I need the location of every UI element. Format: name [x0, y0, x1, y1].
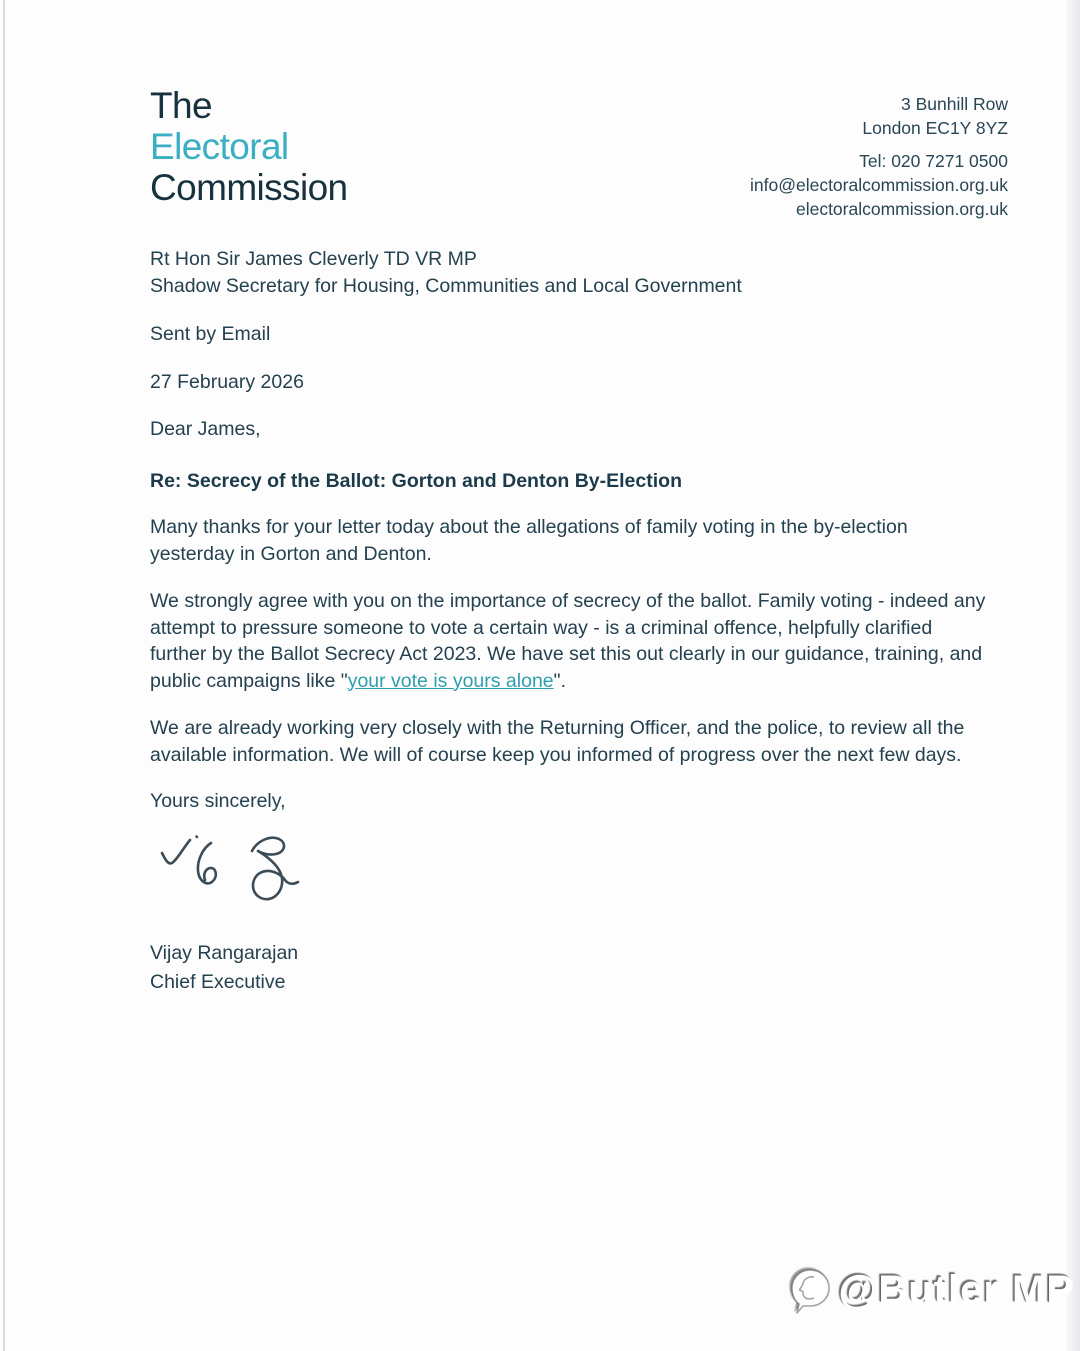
page-edge-left [3, 0, 5, 1351]
letterhead [150, 85, 1008, 221]
valediction: Yours sincerely, [150, 790, 286, 812]
salutation: Dear James, [150, 418, 261, 440]
paragraph-2-text: We strongly agree with you on the importance of secrecy of the ballot. Family voting - indeed any attempt to pressure someone to vote a certain way - is a criminal offence, helpfully clarified further by the Ballot Secrecy Act 2023. We have set this out clearly in our guidance, training, and public campaigns like " [150, 590, 986, 692]
subject-line: Re: Secrecy of the Ballot: Gorton and Denton By-Election [150, 469, 682, 492]
parody-speech-bubble-icon [787, 1266, 833, 1314]
address-line-2: London EC1Y 8YZ [862, 118, 1008, 138]
watermark-handle: @Butler MP [838, 1267, 1074, 1312]
recipient-block [150, 246, 993, 299]
paragraph-3: We are already working very closely with the Returning Officer, and the police, to review all the available information. We will of course keep you informed of progress over the next few days. [150, 717, 965, 766]
delivery-method: Sent by Email [150, 323, 271, 345]
recipient-title: Shadow Secretary for Housing, Communities and Local Government [150, 274, 742, 297]
electoral-commission-logo [150, 85, 348, 208]
paragraph-2 [150, 588, 993, 694]
telephone-line: Tel: 020 7271 0500 [859, 151, 1008, 171]
signatory-block [150, 939, 993, 997]
paragraph-1: Many thanks for your letter today about the allegations of family voting in the by-election yesterday in Gorton and Denton. [150, 516, 908, 565]
contact-block [750, 85, 1008, 221]
letter-date: 27 February 2026 [150, 370, 304, 393]
your-vote-is-yours-alone-link[interactable]: your vote is yours alone [347, 669, 554, 692]
watermark [787, 1266, 1074, 1314]
logo-line-the: The [150, 85, 212, 126]
website-line: electoralcommission.org.uk [795, 199, 1008, 219]
paragraph-2-text-end: ". [553, 669, 566, 692]
signatory-name: Vijay Rangarajan [150, 941, 299, 964]
contact-details [750, 149, 1008, 221]
logo-line-commission: Commission [150, 167, 348, 208]
signatory-title: Chief Executive [150, 970, 286, 993]
address-line-1: 3 Bunhill Row [901, 94, 1008, 114]
handwritten-signature [154, 829, 344, 921]
page-edge-right [1067, 0, 1080, 1351]
recipient-name: Rt Hon Sir James Cleverly TD VR MP [150, 248, 477, 270]
logo-line-electoral: Electoral [150, 126, 289, 167]
email-line: info@electoralcommission.org.uk [749, 175, 1008, 195]
letter-body [150, 246, 993, 997]
